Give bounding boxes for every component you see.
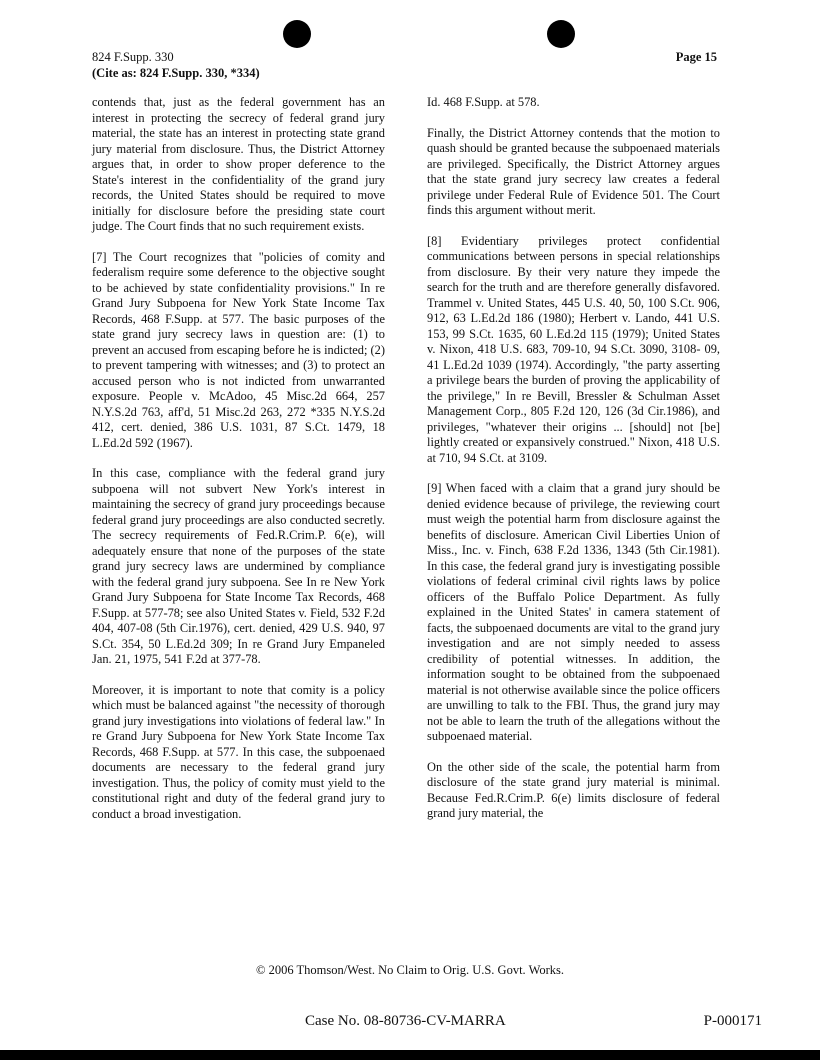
cite-as-line: (Cite as: 824 F.Supp. 330, *334) [92,66,260,80]
paragraph: [9] When faced with a claim that a grand jury should be denied evidence because of privilege, the reviewing court must weigh the potential harm from disclosure against the benefits of disclosure. American Civil Liberties Union of Miss., Inc. v. Finch, 638 F.2d 1336, 1343 (5th Cir.1981). In this case, the federal grand jury is investigating possible violations of federal criminal civil rights laws by police officers of the Buffalo Police Department. As fully explained in the United States' in camera statement of facts, the subpoenaed documents are vital to the grand jury investigation and are not simply needed to assess credibility of potential witnesses. In addition, the information sought to be obtained from the subpoenaed material is not otherwise available since the police officers are unwilling to talk to the FBI. Thus, the grand jury may not be able to learn the truth of the allegations without the subpoenaed material. [427,481,720,743]
punch-hole-left [283,20,311,48]
copyright-notice: © 2006 Thomson/West. No Claim to Orig. U.S. Govt. Works. [255,963,565,977]
right-column [427,95,720,837]
reporter-citation: 824 F.Supp. 330 [92,50,174,64]
paragraph: contends that, just as the federal government has an interest in protecting the secrecy of federal grand jury material, the state has an interest in protecting state grand jury material from disclosure. Thus, the District Attorney argues that, in order to show proper deference to the State's interest in the confidentiality of the grand jury records, the United States should be required to move initially for disclosure before the presiding state court judge. The Court finds that no such requirement exists. [92,95,385,233]
paragraph: Id. 468 F.Supp. at 578. [427,95,540,109]
left-column [92,95,385,837]
paragraph: [8] Evidentiary privileges protect confidential communications between persons in special relationships from disclosure. By their very nature they impede the search for the truth and are therefore generally disfavored. Trammel v. United States, 445 U.S. 40, 50, 100 S.Ct. 906, 912, 63 L.Ed.2d 186 (1980); Herbert v. Lando, 441 U.S. 153, 99 S.Ct. 1635, 60 L.Ed.2d 115 (1979); United States v. Nixon, 418 U.S. 683, 709-10, 94 S.Ct. 3090, 3108- 09, 41 L.Ed.2d 1039 (1974). Accordingly, "the party asserting a privilege bears the burden of proving the applicability of the privilege," In re Bevill, Bressler & Schulman Asset Management Corp., 805 F.2d 120, 126 (3d Cir.1986), and privileges, "whatever their origins ... [should] not [be] lightly created or expansively construed." Nixon, 418 U.S. at 710, 94 S.Ct. at 3109. [427,233,720,465]
case-number: Case No. 08-80736-CV-MARRA [305,1013,506,1029]
punch-hole-right [547,20,575,48]
paragraph: [7] The Court recognizes that "policies of comity and federalism require some deference to the objective sought to be achieved by state confidentiality provisions." In re Grand Jury Subpoena for New York State Income Tax Records, 468 F.Supp. at 577. The basic purposes of the state grand jury secrecy laws in question are: (1) to prevent an accused from escaping before he is indicted; (2) to prevent tampering with witnesses; and (3) to protect an accused person who is not indicted from unwarranted exposure. People v. McAdoo, 45 Misc.2d 664, 257 N.Y.S.2d 763, aff'd, 51 Misc.2d 263, 272 *335 N.Y.S.2d 412, cert. denied, 386 U.S. 1031, 87 S.Ct. 1479, 18 L.Ed.2d 592 (1967). [92,249,385,450]
paragraph: Finally, the District Attorney contends that the motion to quash should be granted because the subpoenaed materials are privileged. Specifically, the District Attorney argues that the state grand jury secrecy law creates a federal privilege under Federal Rule of Evidence 501. The Court finds this argument without merit. [427,125,720,217]
paragraph: In this case, compliance with the federal grand jury subpoena will not subvert New York's interest in maintaining the secrecy of grand jury proceedings because federal grand jury proceedings are also conducted secretly. The secrecy requirements of Fed.R.Crim.P. 6(e), will adequately ensure that none of the purposes of the state grand jury secrecy laws are undermined by compliance with the federal grand jury subpoena. See In re New York Grand Jury Subpoena for State Income Tax Records, 468 F.Supp. at 577-78; see also United States v. Field, 532 F.2d 404, 407-08 (5th Cir.1976), cert. denied, 429 U.S. 940, 97 S.Ct. 354, 50 L.Ed.2d 309; In re Grand Jury Empaneled Jan. 21, 1975, 541 F.2d at 377-78. [92,466,385,666]
paragraph: Moreover, it is important to note that comity is a policy which must be balanced against "the necessity of thorough grand jury investigations into violations of federal law." In re Grand Jury Subpoena for New York State Income Tax Records, 468 F.Supp. at 577. In this case, the subpoenaed documents are necessary to the federal grand jury investigation. Thus, the policy of comity must yield to the constitutional right and duty of the federal grand jury to conduct a broad investigation. [92,682,385,821]
running-header [92,49,260,81]
scan-edge-bar [0,1050,820,1060]
paragraph: On the other side of the scale, the potential harm from disclosure of the state grand jury material is minimal. Because Fed.R.Crim.P. 6(e) limits disclosure of federal grand jury material, the [427,759,720,820]
bates-number: P-000171 [703,1013,762,1029]
page-number: Page 15 [675,50,717,64]
